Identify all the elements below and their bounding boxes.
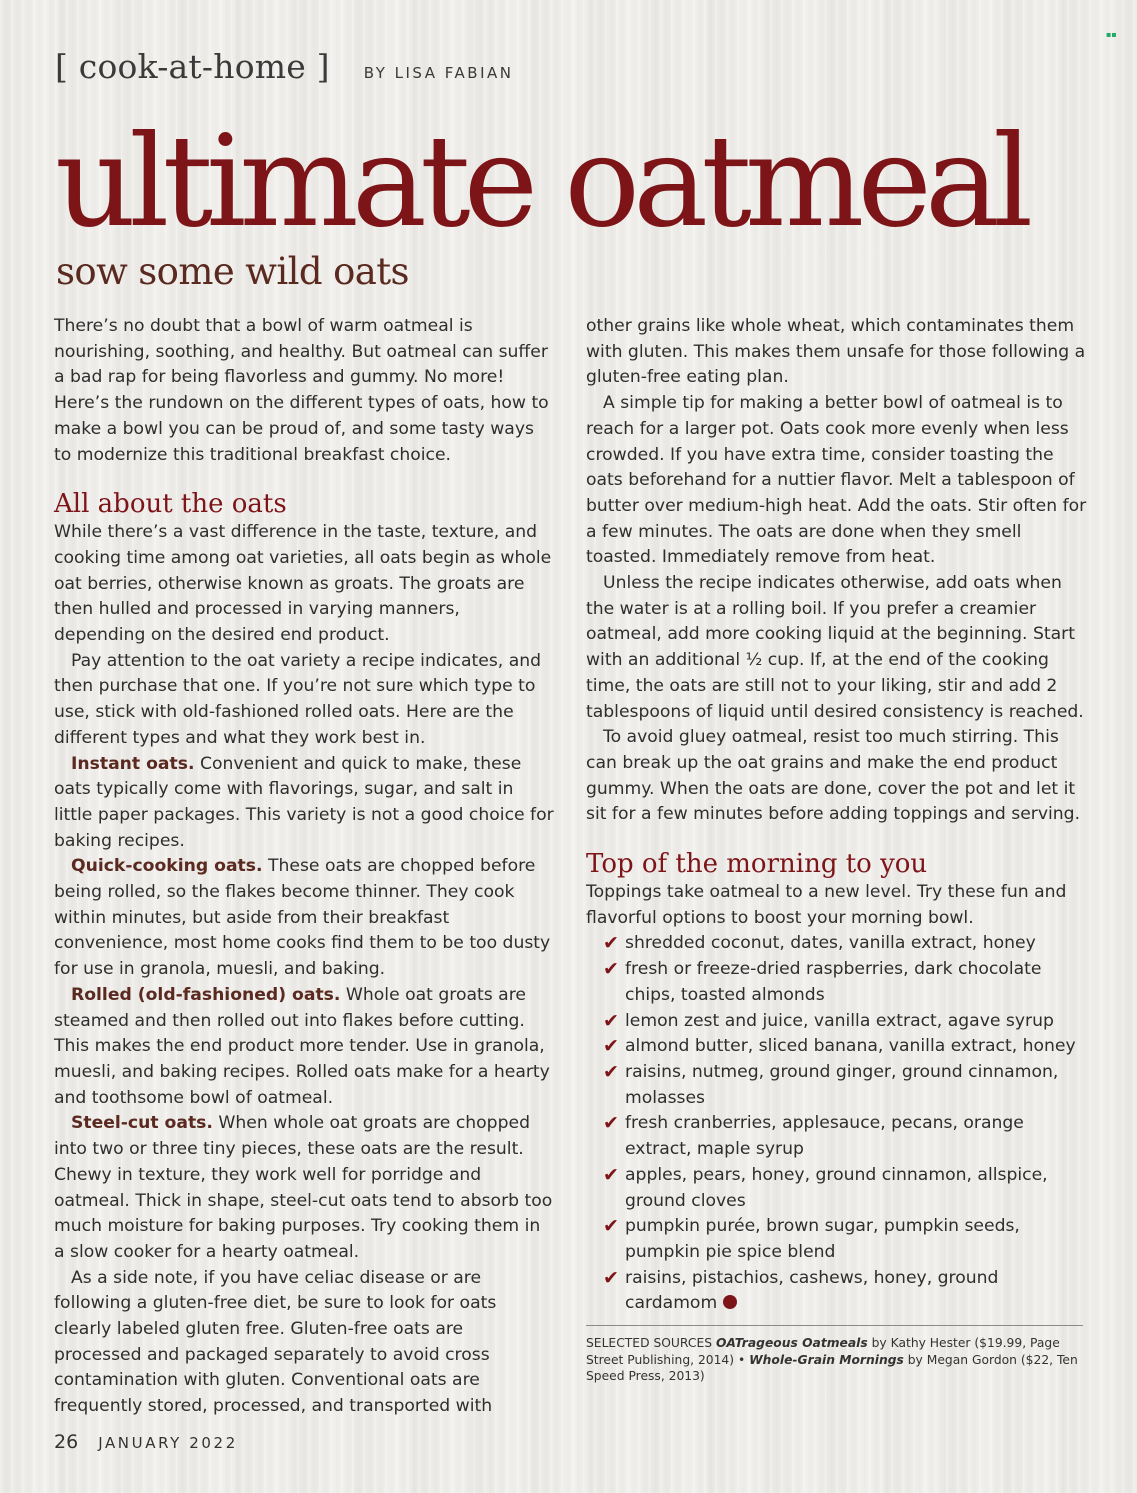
oat-type-name: Rolled (old-fashioned) oats. <box>71 984 341 1005</box>
topping-item <box>586 1214 1091 1265</box>
end-mark-icon <box>723 1295 737 1309</box>
topping-text: apples, pears, honey, ground cinnamon, allspice, ground cloves <box>625 1164 1048 1211</box>
topping-text: pumpkin purée, brown sugar, pumpkin seeds, pumpkin pie spice blend <box>625 1216 1020 1262</box>
article-deck: sow some wild oats <box>56 250 409 293</box>
oat-type-name: Quick-cooking oats. <box>71 856 263 877</box>
checkmark-icon: ✔ <box>603 1009 619 1032</box>
body-paragraph: While there’s a vast difference in the taste, texture, and cooking time among oat varieties, all oats begin as whole oat berries, otherwise known as groats. The groats are then hulled and processed in varying manners, depending on the desired end product. <box>54 522 552 646</box>
topping-item <box>586 1060 1091 1111</box>
oat-type-text: These oats are chopped before being rolled, so the flakes become thinner. They cook within minutes, but aside from their breakfast convenience, most home cooks find them to be too dusty for use in granola, muesli, and baking. <box>54 856 551 980</box>
left-column <box>54 314 554 1420</box>
checkmark-icon: ✔ <box>603 1163 619 1186</box>
section-heading-oats: All about the oats <box>54 489 287 520</box>
issue-date: JANUARY 2022 <box>98 1434 238 1452</box>
checkmark-icon: ✔ <box>603 932 619 955</box>
corner-mark: ▪▪ <box>1106 30 1117 39</box>
checkmark-icon: ✔ <box>603 1112 619 1135</box>
body-paragraph: A simple tip for making a better bowl of oatmeal is to reach for a larger pot. Oats cook more evenly when less crowded. If you have extra time, consider toasting the oats beforehand for a nuttier flavor. Melt a tablespoon of butter over medium-high heat. Add the oats. Stir often for a few minutes. The oats are done when they smell toasted. Immediately remove from heat. <box>586 393 1087 568</box>
checkmark-icon: ✔ <box>603 1035 619 1058</box>
topping-text: raisins, nutmeg, ground ginger, ground cinnamon, molasses <box>625 1061 1059 1108</box>
topping-text: lemon zest and juice, vanilla extract, agave syrup <box>625 1010 1054 1031</box>
topping-item <box>586 1034 1091 1060</box>
section-heading-toppings: Top of the morning to you <box>586 849 928 880</box>
checkmark-icon: ✔ <box>603 958 619 981</box>
body-paragraph: other grains like whole wheat, which contaminates them with gluten. This makes them unsafe for those following a gluten-free eating plan. <box>586 316 1086 388</box>
topping-item <box>586 1266 1091 1317</box>
topping-item <box>586 1009 1091 1035</box>
body-paragraph: Unless the recipe indicates otherwise, add oats when the water is at a rolling boil. If you prefer a creamier oatmeal, add more cooking liquid at the beginning. Start with an additional ½ cup. If, at the end of the cooking time, the oats are still not to your liking, stir and add 2 tablespoons of liquid until desired consistency is reached. <box>586 573 1084 722</box>
body-paragraph: To avoid gluey oatmeal, resist too much stirring. This can break up the oat grains and make the end product gummy. When the oats are done, cover the pot and let it sit for a few minutes before adding toppings and serving. <box>586 727 1081 825</box>
toppings-list <box>586 931 1091 1317</box>
source-book-detail: by Megan Gordon ($22, Ten Speed Press, 2013) <box>586 1352 1078 1383</box>
page-folio <box>54 1431 238 1453</box>
toppings-intro: Toppings take oatmeal to a new level. Try these fun and flavorful options to boost your morning bowl. <box>586 882 1067 928</box>
topping-item <box>586 957 1091 1008</box>
topping-text: fresh or freeze-dried raspberries, dark chocolate chips, toasted almonds <box>625 959 1042 1005</box>
checkmark-icon: ✔ <box>603 1266 619 1289</box>
checkmark-icon: ✔ <box>603 1215 619 1238</box>
oat-type-instant <box>54 752 554 855</box>
oat-type-rolled <box>54 983 554 1112</box>
body-paragraph: As a side note, if you have celiac disease or are following a gluten-free diet, be sure to look for oats clearly labeled gluten free. Gluten-free oats are processed and packaged separately to avoid cross contamination with gluten. Conventional oats are frequently stored, processed, and transported with <box>54 1267 497 1417</box>
source-book-detail: by Kathy Hester ($19.99, Page Street Publishing, 2014) • <box>586 1336 1060 1367</box>
oat-type-name: Steel-cut oats. <box>71 1113 213 1134</box>
page-number: 26 <box>54 1431 79 1453</box>
oat-type-text: When whole oat groats are chopped into two or three tiny pieces, these oats are the result. Chewy in texture, they work well for porridge and oatmeal. Thick in shape, steel-cut oats tend to absorb too much moisture for baking purposes. Try cooking them in a slow cooker for a hearty oatmeal. <box>54 1113 553 1262</box>
byline: BY LISA FABIAN <box>363 64 514 82</box>
oat-type-steel-cut <box>54 1111 554 1265</box>
topping-text: raisins, pistachios, cashews, honey, ground cardamom <box>625 1267 999 1314</box>
section-name: [ cook-at-home ] <box>55 47 330 86</box>
topping-item <box>586 1163 1091 1214</box>
source-book-title: Whole-Grain Mornings <box>749 1352 904 1367</box>
oat-type-text: Convenient and quick to make, these oats typically come with flavorings, sugar, and salt in little paper packages. This variety is not a good choice for baking recipes. <box>54 753 554 851</box>
sources-label: SELECTED SOURCES <box>586 1336 713 1350</box>
selected-sources <box>586 1325 1083 1385</box>
right-column <box>586 314 1091 1317</box>
topping-item <box>586 931 1091 957</box>
topping-item <box>586 1111 1091 1162</box>
article-title: ultimate oatmeal <box>55 108 1027 255</box>
oat-type-text: Whole oat groats are steamed and then rolled out into flakes before cutting. This makes the end product more tender. Use in granola, muesli, and baking recipes. Rolled oats make for a hearty and toothsome bowl of oatmeal. <box>54 984 550 1108</box>
oat-type-name: Instant oats. <box>71 753 195 774</box>
source-book-title: OATrageous Oatmeals <box>715 1336 868 1350</box>
checkmark-icon: ✔ <box>603 1060 619 1083</box>
topping-text: almond butter, sliced banana, vanilla extract, honey <box>625 1036 1076 1057</box>
oat-type-quick <box>54 854 554 983</box>
body-paragraph: Pay attention to the oat variety a recipe indicates, and then purchase that one. If you’re not sure which type to use, stick with old-fashioned rolled oats. Here are the different types and what they work best in. <box>54 650 542 748</box>
section-kicker <box>55 47 513 86</box>
intro-paragraph: There’s no doubt that a bowl of warm oatmeal is nourishing, soothing, and healthy. But oatmeal can suffer a bad rap for being flavorless and gummy. No more! Here’s the rundown on the different types of oats, how to make a bowl you can be proud of, and some tasty ways to modernize this traditional breakfast choice. <box>54 316 549 465</box>
topping-text: shredded coconut, dates, vanilla extract, honey <box>625 933 1036 954</box>
topping-text: fresh cranberries, applesauce, pecans, orange extract, maple syrup <box>625 1113 1024 1160</box>
